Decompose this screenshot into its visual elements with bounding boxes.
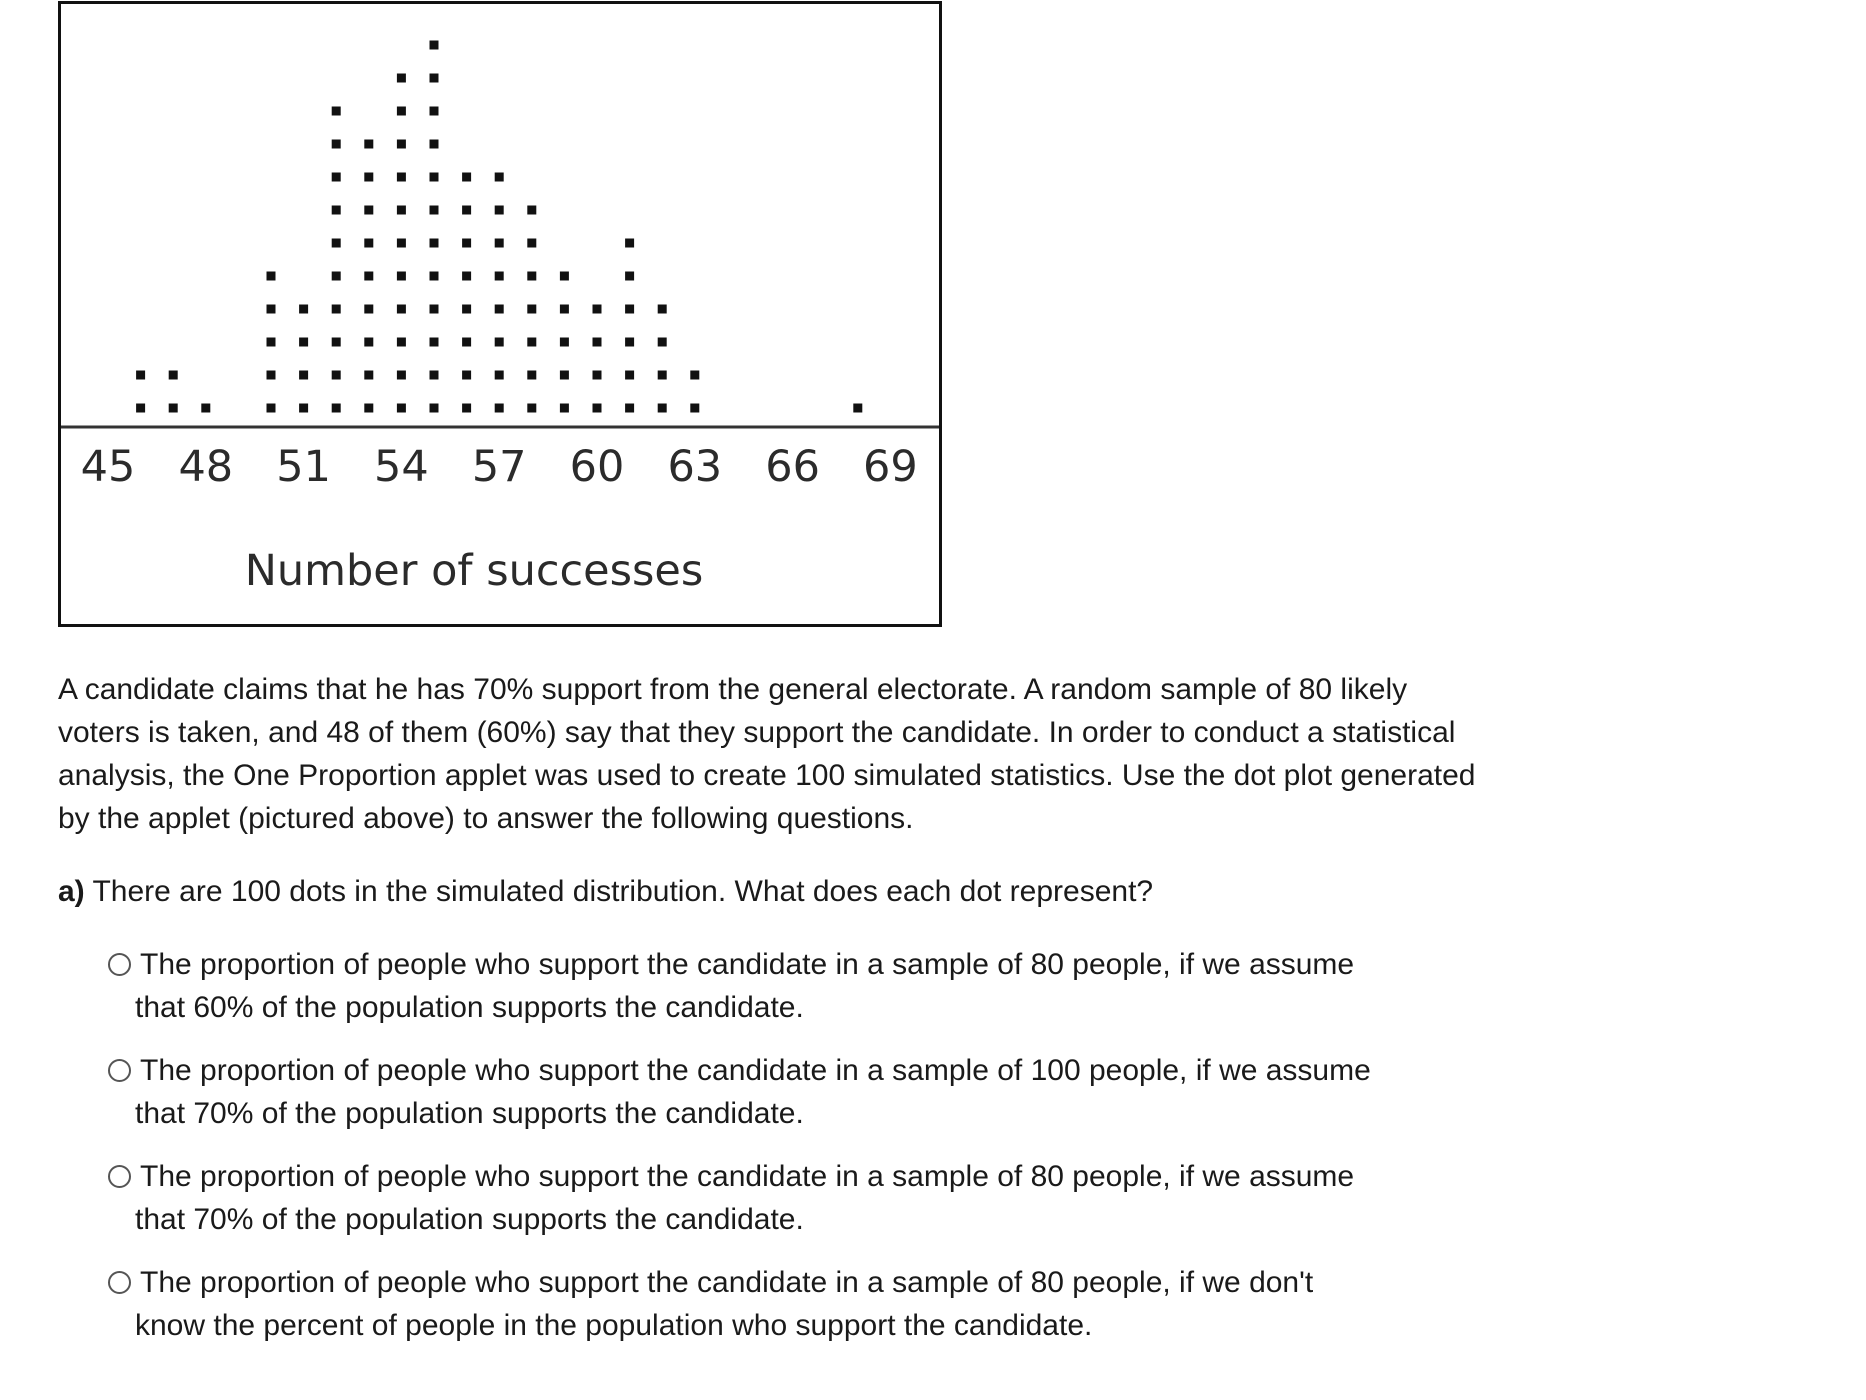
dot-58-6: [527, 239, 536, 248]
dot-62-2: [658, 371, 667, 380]
dot-58-2: [527, 371, 536, 380]
dot-53-4: [364, 305, 373, 314]
dot-57-6: [495, 239, 504, 248]
option-1[interactable]: [108, 943, 1478, 1029]
option-2[interactable]: [108, 1049, 1478, 1135]
dot-53-5: [364, 272, 373, 281]
option-3[interactable]: [108, 1155, 1478, 1241]
option-2-line1: The proportion of people who support the candidate in a sample of 100 people, if we assume: [140, 1054, 1371, 1087]
dot-54-8: [397, 173, 406, 182]
tick-labels: [81, 442, 918, 492]
option-3-line1: The proportion of people who support the candidate in a sample of 80 people, if we assume: [140, 1160, 1355, 1193]
tick-label-57: 57: [471, 442, 527, 492]
dot-61-4: [625, 305, 634, 314]
question-label: a): [58, 875, 85, 908]
dot-59-2: [560, 371, 569, 380]
dot-54-4: [397, 305, 406, 314]
dot-57-1: [495, 404, 504, 413]
dot-55-7: [430, 206, 439, 215]
option-1-line2: that 60% of the population supports the candidate.: [135, 991, 804, 1024]
option-4-line1: The proportion of people who support the candidate in a sample of 80 people, if we don't: [140, 1266, 1314, 1299]
dot-62-3: [658, 338, 667, 347]
dot-48-1: [201, 404, 210, 413]
dot-57-7: [495, 206, 504, 215]
dot-55-4: [430, 305, 439, 314]
dot-46-1: [136, 404, 145, 413]
dot-61-3: [625, 338, 634, 347]
dot-59-4: [560, 305, 569, 314]
dot-56-1: [462, 404, 471, 413]
dot-61-1: [625, 404, 634, 413]
dot-53-3: [364, 338, 373, 347]
dot-54-5: [397, 272, 406, 281]
dot-62-4: [658, 305, 667, 314]
dot-52-8: [332, 173, 341, 182]
dot-50-2: [267, 371, 276, 380]
radio-button-4[interactable]: [108, 1271, 131, 1294]
dot-59-3: [560, 338, 569, 347]
dot-58-7: [527, 206, 536, 215]
dot-52-2: [332, 371, 341, 380]
dot-58-3: [527, 338, 536, 347]
dot-47-1: [169, 404, 178, 413]
dot-57-8: [495, 173, 504, 182]
dot-58-4: [527, 305, 536, 314]
dot-52-3: [332, 338, 341, 347]
dot-54-2: [397, 371, 406, 380]
dot-54-10: [397, 107, 406, 116]
dot-56-6: [462, 239, 471, 248]
option-4[interactable]: [108, 1261, 1478, 1347]
question-content: [58, 668, 1478, 1367]
dot-53-1: [364, 404, 373, 413]
answer-options: [58, 943, 1478, 1347]
dot-52-9: [332, 140, 341, 149]
dot-60-3: [593, 338, 602, 347]
dot-52-10: [332, 107, 341, 116]
dot-55-2: [430, 371, 439, 380]
dot-58-1: [527, 404, 536, 413]
tick-label-69: 69: [863, 442, 918, 492]
radio-button-1[interactable]: [108, 953, 131, 976]
dot-54-9: [397, 140, 406, 149]
dot-53-9: [364, 140, 373, 149]
intro-paragraph: A candidate claims that he has 70% support from the general electorate. A random sample of 80 likely voters is taken, and 48 of them (60%) say that they support the candidate. In order to conduct a statistical analysis, the One Proportion applet was used to create 100 simulated statistics. Use the dot plot generated by the applet (pictured above) to answer the following questions.: [58, 673, 1476, 835]
option-3-text: [135, 1155, 1478, 1241]
dot-55-10: [430, 107, 439, 116]
dots-layer: [136, 41, 862, 413]
dot-54-6: [397, 239, 406, 248]
dot-51-3: [299, 338, 308, 347]
dot-50-3: [267, 338, 276, 347]
option-2-line2: that 70% of the population supports the candidate.: [135, 1097, 804, 1130]
dot-60-2: [593, 371, 602, 380]
dot-50-1: [267, 404, 276, 413]
dot-54-7: [397, 206, 406, 215]
dot-plot-svg: [61, 4, 939, 624]
dot-53-8: [364, 173, 373, 182]
dot-51-4: [299, 305, 308, 314]
dot-50-5: [267, 272, 276, 281]
dot-63-2: [690, 371, 699, 380]
dot-55-5: [430, 272, 439, 281]
option-3-line2: that 70% of the population supports the candidate.: [135, 1203, 804, 1236]
dot-51-1: [299, 404, 308, 413]
dot-50-4: [267, 305, 276, 314]
dot-57-3: [495, 338, 504, 347]
dot-54-1: [397, 404, 406, 413]
radio-button-3[interactable]: [108, 1165, 131, 1188]
dot-62-1: [658, 404, 667, 413]
dot-55-12: [430, 41, 439, 50]
radio-button-2[interactable]: [108, 1059, 131, 1082]
tick-label-66: 66: [765, 442, 820, 492]
dot-55-3: [430, 338, 439, 347]
dot-53-2: [364, 371, 373, 380]
dot-57-4: [495, 305, 504, 314]
question-a: [58, 870, 1478, 913]
dot-53-7: [364, 206, 373, 215]
dot-61-2: [625, 371, 634, 380]
dot-55-9: [430, 140, 439, 149]
dot-60-1: [593, 404, 602, 413]
dot-56-4: [462, 305, 471, 314]
dot-52-4: [332, 305, 341, 314]
dot-56-3: [462, 338, 471, 347]
dot-59-1: [560, 404, 569, 413]
dot-56-2: [462, 371, 471, 380]
option-1-line1: The proportion of people who support the candidate in a sample of 80 people, if we assume: [140, 948, 1355, 981]
dot-61-6: [625, 239, 634, 248]
dot-53-6: [364, 239, 373, 248]
dot-55-8: [430, 173, 439, 182]
dot-61-5: [625, 272, 634, 281]
dot-60-4: [593, 305, 602, 314]
dot-56-8: [462, 173, 471, 182]
dot-51-2: [299, 371, 308, 380]
option-1-text: [135, 943, 1478, 1029]
tick-label-60: 60: [569, 442, 625, 492]
dot-68-1: [853, 404, 862, 413]
tick-label-51: 51: [276, 442, 331, 492]
x-axis-title: Number of successes: [244, 546, 704, 596]
dot-59-5: [560, 272, 569, 281]
tick-label-45: 45: [80, 442, 136, 492]
dot-56-5: [462, 272, 471, 281]
dot-58-5: [527, 272, 536, 281]
dot-57-2: [495, 371, 504, 380]
dot-54-3: [397, 338, 406, 347]
dot-52-6: [332, 239, 341, 248]
option-4-line2: know the percent of people in the population who support the candidate.: [135, 1309, 1093, 1342]
dot-52-1: [332, 404, 341, 413]
tick-label-48: 48: [178, 442, 234, 492]
dot-57-5: [495, 272, 504, 281]
option-2-text: [135, 1049, 1478, 1135]
tick-label-54: 54: [374, 442, 429, 492]
question-text: There are 100 dots in the simulated distribution. What does each dot represent?: [84, 875, 1154, 908]
dot-56-7: [462, 206, 471, 215]
dot-52-7: [332, 206, 341, 215]
dot-46-2: [136, 371, 145, 380]
dot-63-1: [690, 404, 699, 413]
dot-52-5: [332, 272, 341, 281]
tick-label-63: 63: [667, 442, 723, 492]
dot-55-6: [430, 239, 439, 248]
dot-55-11: [430, 74, 439, 83]
dot-plot: [58, 1, 942, 627]
dot-54-11: [397, 74, 406, 83]
option-4-text: [135, 1261, 1478, 1347]
dot-55-1: [430, 404, 439, 413]
dot-47-2: [169, 371, 178, 380]
